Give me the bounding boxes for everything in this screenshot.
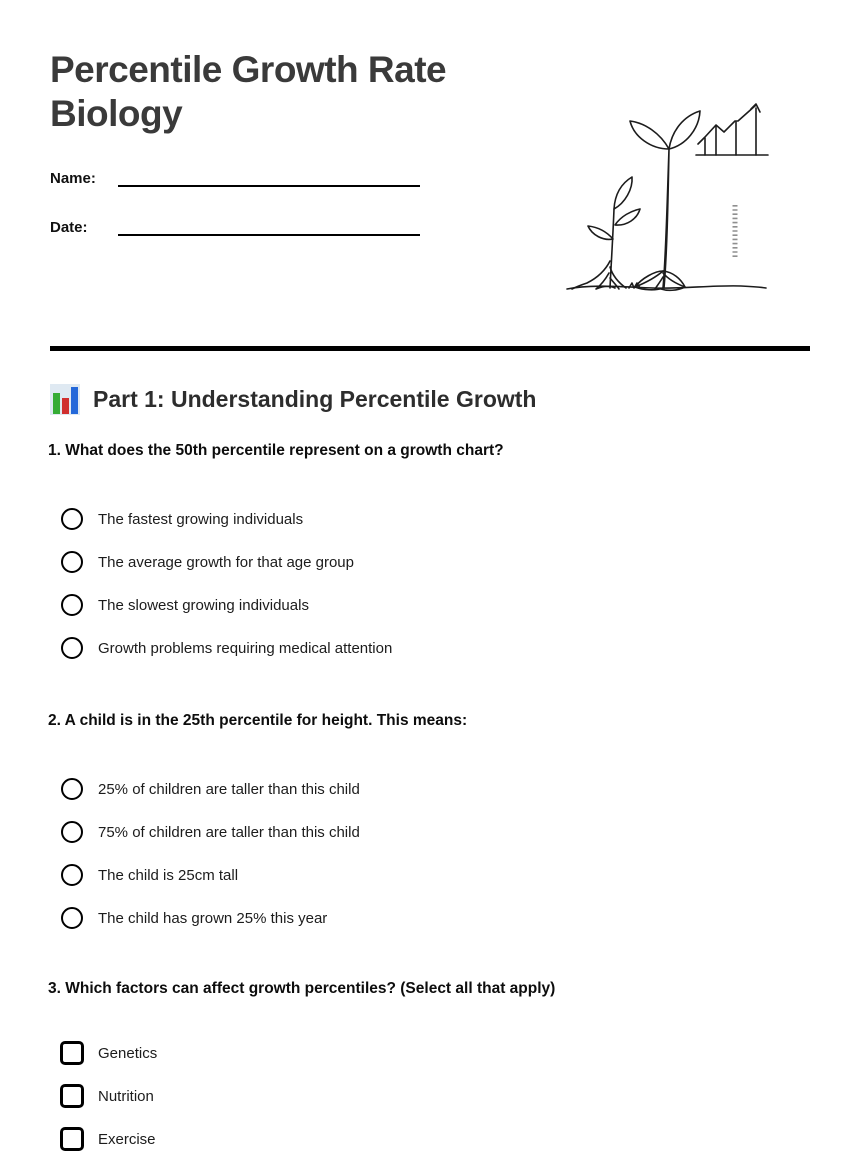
question-text: 3. Which factors can affect growth percentiles? (Select all that apply) — [48, 979, 556, 997]
question-3 — [48, 980, 860, 1161]
checkbox[interactable] — [60, 1084, 84, 1108]
name-label: Name: — [50, 169, 96, 187]
seedlings-growth-illustration — [563, 85, 770, 297]
question-text: 2. A child is in the 25th percentile for height. This means: — [48, 711, 468, 729]
option-label: The fastest growing individuals — [98, 510, 304, 528]
answer-option — [48, 541, 860, 584]
question-3-options — [48, 1032, 860, 1161]
section-divider — [50, 346, 810, 351]
worksheet-title: Percentile Growth Rate Biology — [50, 49, 447, 135]
option-label: 25% of children are taller than this child — [98, 780, 360, 798]
answer-option — [48, 768, 860, 811]
date-input-line[interactable] — [118, 212, 420, 236]
answer-option — [48, 1032, 860, 1075]
answer-option — [48, 584, 860, 627]
section-title: Part 1: Understanding Percentile Growth — [93, 386, 537, 413]
answer-option — [48, 811, 860, 854]
option-label: The slowest growing individuals — [98, 596, 309, 614]
option-label: The average growth for that age group — [98, 553, 354, 571]
radio-button[interactable] — [61, 551, 83, 573]
question-text: 1. What does the 50th percentile represent on a growth chart? — [48, 441, 504, 459]
answer-option — [48, 897, 860, 940]
radio-button[interactable] — [61, 594, 83, 616]
question-1 — [48, 442, 860, 670]
radio-button[interactable] — [61, 864, 83, 886]
radio-button[interactable] — [61, 778, 83, 800]
question-1-options — [48, 498, 860, 670]
answer-option — [48, 854, 860, 897]
option-label: Genetics — [98, 1044, 158, 1062]
option-label: Growth problems requiring medical attention — [98, 639, 393, 657]
radio-button[interactable] — [61, 907, 83, 929]
radio-button[interactable] — [61, 637, 83, 659]
checkbox[interactable] — [60, 1127, 84, 1151]
option-label: The child has grown 25% this year — [98, 909, 328, 927]
option-label: 75% of children are taller than this child — [98, 823, 360, 841]
question-2 — [48, 712, 860, 940]
option-label: Exercise — [98, 1130, 156, 1148]
name-input-line[interactable] — [118, 163, 420, 187]
radio-button[interactable] — [61, 821, 83, 843]
checkbox[interactable] — [60, 1041, 84, 1065]
answer-option — [48, 498, 860, 541]
answer-option — [48, 1118, 860, 1161]
section-header — [50, 384, 860, 416]
date-label: Date: — [50, 218, 88, 236]
radio-button[interactable] — [61, 508, 83, 530]
question-2-options — [48, 768, 860, 940]
bar-chart-icon — [50, 384, 82, 416]
answer-option — [48, 627, 860, 670]
option-label: Nutrition — [98, 1087, 154, 1105]
answer-option — [48, 1075, 860, 1118]
option-label: The child is 25cm tall — [98, 866, 239, 884]
